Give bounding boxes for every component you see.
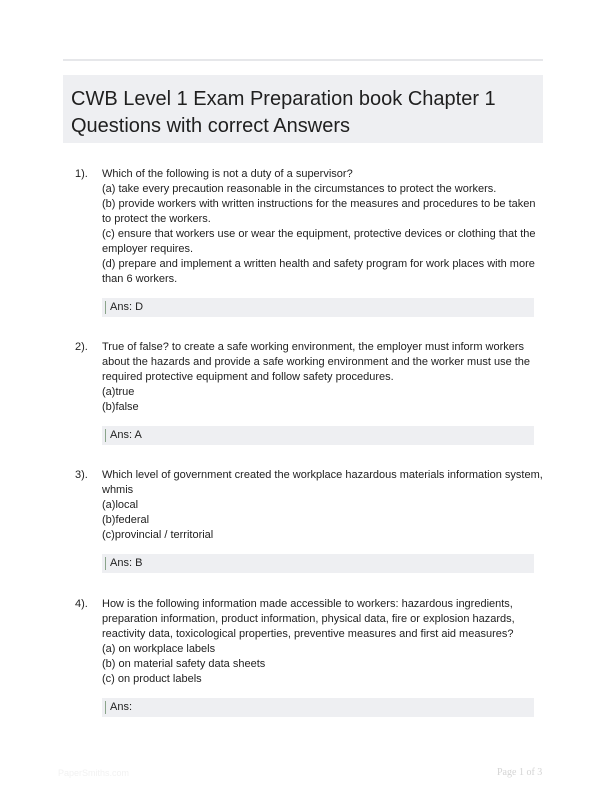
document-title bbox=[63, 75, 543, 143]
question-line: about the hazards and provide a safe working environment and the worker must use the bbox=[102, 356, 531, 368]
page-indicator: Page 1 of 3 bbox=[497, 767, 543, 778]
answer-marker bbox=[105, 301, 106, 314]
answer-text: Ans: B bbox=[110, 557, 143, 569]
answer-box bbox=[102, 554, 534, 573]
question-text bbox=[102, 597, 542, 687]
question-line: How is the following information made accessible to workers: hazardous ingredients, bbox=[102, 598, 513, 610]
question-text bbox=[102, 468, 542, 543]
question-line: required protective equipment and follow safety procedures. bbox=[102, 371, 394, 383]
question-number: 2). bbox=[75, 341, 88, 353]
option-line: (c) ensure that workers use or wear the equipment, protective devices or clothing that the bbox=[102, 228, 536, 240]
question-line: True of false? to create a safe working environment, the employer must inform workers bbox=[102, 341, 525, 353]
answer-text: Ans: bbox=[110, 701, 133, 713]
option-line: (b)federal bbox=[102, 514, 150, 526]
answer-box bbox=[102, 298, 534, 317]
question-4 bbox=[63, 597, 543, 719]
answer-marker bbox=[105, 429, 106, 442]
question-number: 1). bbox=[75, 168, 88, 180]
top-rule bbox=[63, 59, 543, 61]
question-text bbox=[102, 340, 542, 415]
footer-watermark: PaperSmiths.com bbox=[58, 768, 130, 778]
answer-marker bbox=[105, 557, 106, 570]
question-line: whmis bbox=[102, 484, 134, 496]
answer-marker bbox=[105, 701, 106, 714]
title-line-2: Questions with correct Answers bbox=[71, 115, 350, 137]
answer-box bbox=[102, 698, 534, 717]
option-line: (a) on workplace labels bbox=[102, 643, 216, 655]
option-line: (c) on product labels bbox=[102, 673, 202, 685]
option-line: (a) take every precaution reasonable in the circumstances to protect the workers. bbox=[102, 183, 497, 195]
question-number: 4). bbox=[75, 598, 88, 610]
option-line: (b) on material safety data sheets bbox=[102, 658, 266, 670]
option-line: (c)provincial / territorial bbox=[102, 529, 214, 541]
answer-text: Ans: A bbox=[110, 429, 142, 441]
question-line: Which of the following is not a duty of a supervisor? bbox=[102, 168, 353, 180]
question-line: preparation information, product information, physical data, fire or explosion hazards, bbox=[102, 613, 515, 625]
question-2 bbox=[63, 340, 543, 448]
question-3 bbox=[63, 468, 543, 576]
option-line: (a)true bbox=[102, 386, 135, 398]
option-line: (d) prepare and implement a written health and safety program for work places with more bbox=[102, 258, 535, 270]
answer-box bbox=[102, 426, 534, 445]
question-1 bbox=[63, 167, 543, 319]
option-line: employer requires. bbox=[102, 243, 194, 255]
answer-text: Ans: D bbox=[110, 301, 144, 313]
question-number: 3). bbox=[75, 469, 88, 481]
question-line: Which level of government created the workplace hazardous materials information system, bbox=[102, 469, 543, 481]
option-line: (b) provide workers with written instructions for the measures and procedures to be taken bbox=[102, 198, 536, 210]
option-line: to protect the workers. bbox=[102, 213, 211, 225]
option-line: (b)false bbox=[102, 401, 139, 413]
question-line: reactivity data, toxicological properties, preventive measures and first aid measures? bbox=[102, 628, 514, 640]
question-text bbox=[102, 167, 542, 287]
option-line: (a)local bbox=[102, 499, 139, 511]
title-line-1: CWB Level 1 Exam Preparation book Chapter 1 bbox=[71, 88, 496, 110]
option-line: than 6 workers. bbox=[102, 273, 178, 285]
